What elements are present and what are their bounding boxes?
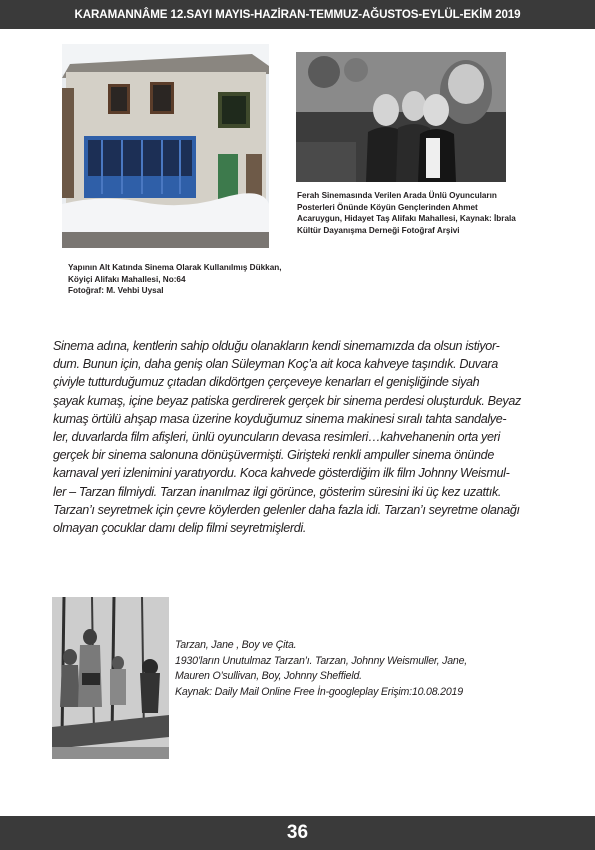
page-header	[0, 0, 595, 29]
caption-line: Yapının Alt Katında Sinema Olarak Kullanılmış Dükkan,	[68, 263, 282, 272]
tarzan-photo	[52, 597, 169, 759]
body-line: kumaş örtülü ahşap masa üzerine koyduğumuz sinema makinesi sıralı tahta sandalye-	[53, 411, 507, 426]
body-line: dum. Bunun için, daha geniş olan Süleyman Koç’a ait koca kahveye taşındık. Duvara	[53, 357, 498, 372]
caption-line: 1930’ların Unutulmaz Tarzan’ı. Tarzan, Johnny Weismuller, Jane,	[175, 654, 468, 667]
body-line: ler, duvarlarda film afişleri, ünlü oyuncuların devasa resimleri…kahvehanenin orta yeri	[53, 430, 500, 445]
caption-line: Fotoğraf: M. Vehbi Uysal	[68, 286, 164, 296]
body-line: olmayan çocuklar damı delip filmi seyretmişlerdi.	[53, 521, 307, 536]
page-footer	[0, 816, 595, 850]
caption-line: Kültür Dayanışma Derneği Fotoğraf Arşivi	[297, 225, 460, 235]
caption-line: Posterleri Önünde Köyün Gençlerinden Ahmet	[297, 202, 478, 212]
body-line: ler – Tarzan filmiydi. Tarzan inanılmaz ilgi görünce, gösterim süresini iki üç kez uzattık.	[53, 484, 502, 499]
body-line: şayak kumaş, içine beyaz patiska gerdirerek gerçek bir sinema perdesi oluşturduk. Beyaz	[53, 393, 521, 408]
caption-line: Acaruygun, Hidayet Taş Alifakı Mahallesi, Kaynak: İbrala	[297, 214, 516, 224]
body-line: Sinema adına, kentlerin sahip olduğu olanakların kendi sinemamızda da olsun istiyor-	[53, 339, 500, 353]
body-paragraph	[53, 337, 553, 537]
building-photo	[62, 44, 269, 248]
body-line: çiviyle tutturduğumuz çıtadan dikdörtgen çerçeveye kenarları el genişliğinde siyah	[53, 375, 480, 390]
page-number: 36	[286, 822, 309, 843]
body-line: gerçek bir sinema salonuna dönüşüvermişti. Girişteki renkli ampuller sinema önünde	[53, 448, 494, 463]
caption-line: Mauren O’sullivan, Boy, Johnny Sheffield.	[175, 670, 362, 683]
caption-line: Köyiçi Alifakı Mahallesi, No:64	[68, 274, 186, 284]
cinema-youths-photo	[296, 52, 506, 182]
caption-line: Kaynak: Daily Mail Online Free İn-googleplay Erişim:10.08.2019	[175, 685, 463, 698]
tarzan-caption	[175, 638, 467, 700]
caption-line: Ferah Sinemasında Verilen Arada Ünlü Oyuncuların	[297, 191, 497, 200]
body-line: Tarzan’ı seyretmek için çevre köylerden gelenler daha fazla idi. Tarzan’ı seyretme olanağı	[53, 502, 520, 517]
cinema-youths-caption	[297, 190, 516, 236]
header-title: KARAMANNÂME 12.SAYI MAYIS-HAZİRAN-TEMMUZ-AĞUSTOS-EYLÜL-EKİM 2019	[74, 8, 521, 21]
caption-line: Tarzan, Jane , Boy ve Çita.	[175, 639, 297, 651]
building-caption	[68, 262, 282, 297]
body-line: karnaval yeri izlenimini yaratıyordu. Koca kahvede gösterdiğim ilk film Johnny Weismul-	[53, 466, 510, 481]
